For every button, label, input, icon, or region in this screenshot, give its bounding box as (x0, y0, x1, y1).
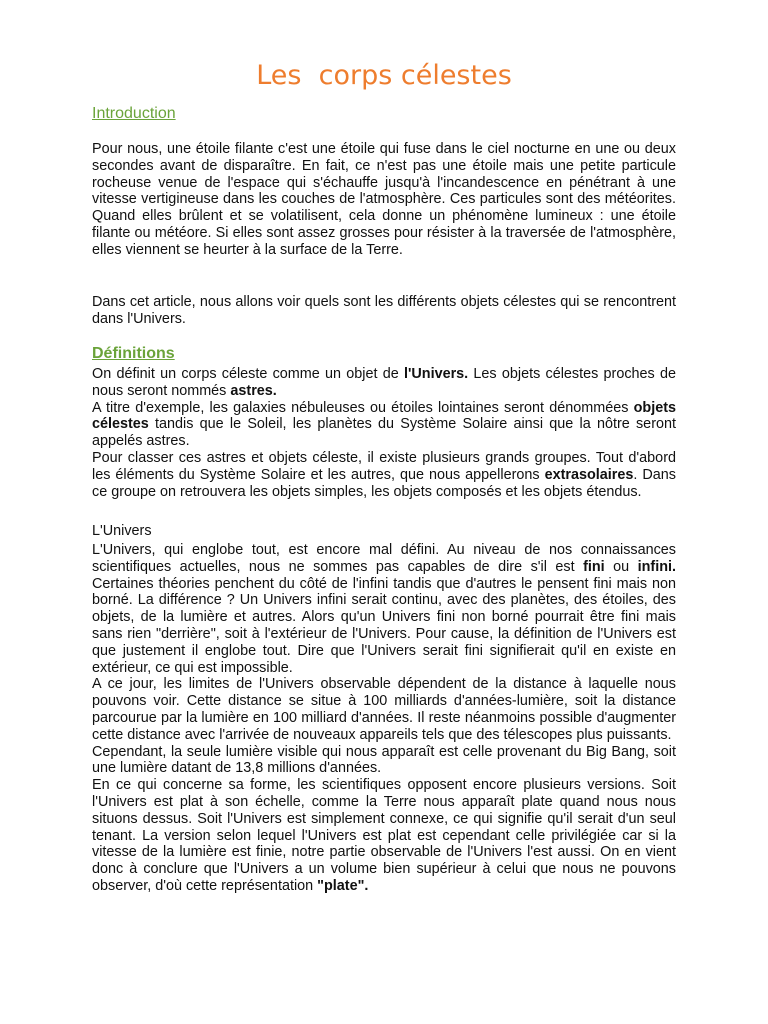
text-run: Certaines théories penchent du côté de l'infini tandis que d'autres le pensent fini mais non borné. La différence ? Un Univers infini serait continu, avec des planètes, des étoiles, des objets, de la lumière et autres. Alors qu'un Univers fini non borné pourrait être fini mais sans rien "derrière", soit à l'extérieur de l'Univers. Pour cause, la définition de l'Univers est que justement il englobe tout. Dire que l'Univers serait fini signifierait qu'il en existe en extérieur, ce qui est impossible. (92, 575, 676, 676)
introduction-paragraph: Dans cet article, nous allons voir quels sont les différents objets célestes qui se rencontrent dans l'Univers. (92, 294, 676, 327)
text-run: ou (604, 558, 638, 575)
page-title: Les corps célestes (256, 60, 512, 91)
bold-term: infini. (637, 558, 676, 575)
text-run: Pour classer ces astres et objets céleste, il existe plusieurs grands groupes. Tout d'abord les éléments du Système Solaire et les autres, que nous appellerons (92, 449, 676, 483)
univers-section (92, 542, 676, 895)
univers-paragraph: A ce jour, les limites de l'Univers observable dépendent de la distance à laquelle nous pouvons voir. Cette distance se situe à 100 milliards d'années-lumière, soit la distance parcourue par la lumière en 100 milliard d'années. Il reste néanmoins possible d'augmenter cette distance avec l'arrivée de nouveaux appareils tels que des télescopes plus puissants. (92, 676, 676, 743)
bold-term: astres. (230, 382, 277, 399)
text-run: A titre d'exemple, les galaxies nébuleuses ou étoiles lointaines seront dénommées (92, 399, 634, 416)
text-run: L'Univers, qui englobe tout, est encore mal défini. Au niveau de nos connaissances scientifiques actuelles, nous ne sommes pas capables de dire s'il est (92, 542, 676, 575)
text-run: On définit un corps céleste comme un objet de (92, 366, 404, 382)
definitions-paragraph (92, 450, 676, 500)
bold-term: l'Univers. (403, 366, 469, 382)
definitions-heading: Définitions (92, 345, 175, 362)
bold-term: extrasolaires (544, 466, 634, 483)
text-run: En ce qui concerne sa forme, les scientifiques opposent encore plusieurs versions. Soit l'Univers est plat à son échelle, comme la Terre nous apparaît plate quand nous nous situons dessus. Soit l'Univers est simplement connexe, ce qui signifie qu'il serait d'un seul tenant. La version selon lequel l'Univers est plat est cependant celle privilégiée car si la vitesse de la lumière est finie, notre partie observable de l'Univers l'est aussi. On en vient donc à conclure que l'Univers a un volume bien supérieur à celui que nous ne pouvons observer, d'où cette représentation (92, 777, 676, 894)
univers-paragraph: Cependant, la seule lumière visible qui nous apparaît est celle provenant du Big Bang, soit une lumière datant de 13,8 millions d'années. (92, 743, 676, 777)
text-run: . Dans ce groupe on retrouvera les objets simples, les objets composés et les objets étendus. (92, 466, 676, 500)
bold-term: objets célestes (92, 399, 676, 433)
text-run: Les objets célestes proches de nous seront nommés (92, 366, 676, 399)
univers-paragraph (92, 777, 676, 895)
definitions-paragraph (92, 400, 676, 450)
introduction-heading: Introduction (92, 105, 176, 122)
definitions-paragraph (92, 366, 676, 400)
univers-heading: L'Univers (92, 523, 152, 539)
text-run: tandis que le Soleil, les planètes du Système Solaire ainsi que la nôtre seront appelés astres. (92, 416, 676, 450)
bold-term: "plate". (317, 877, 369, 894)
introduction-paragraph: Pour nous, une étoile filante c'est une étoile qui fuse dans le ciel nocturne en une ou deux secondes avant de disparaître. En fait, ce n'est pas une étoile mais une petite particule rocheuse venue de l'espace qui s'échauffe jusqu'à l'incandescence en pénétrant à une vitesse vertigineuse dans les couches de l'atmosphère. Ces particules sont des météorites. Quand elles brûlent et se volatilisent, cela donne un phénomène lumineux : une étoile filante ou météore. Si elles sont assez grosses pour résister à la traversée de l'atmosphère, elles viennent se heurter à la surface de la Terre. (92, 141, 676, 258)
univers-paragraph (92, 542, 676, 676)
definitions-section (92, 366, 676, 500)
bold-term: fini (583, 558, 605, 575)
